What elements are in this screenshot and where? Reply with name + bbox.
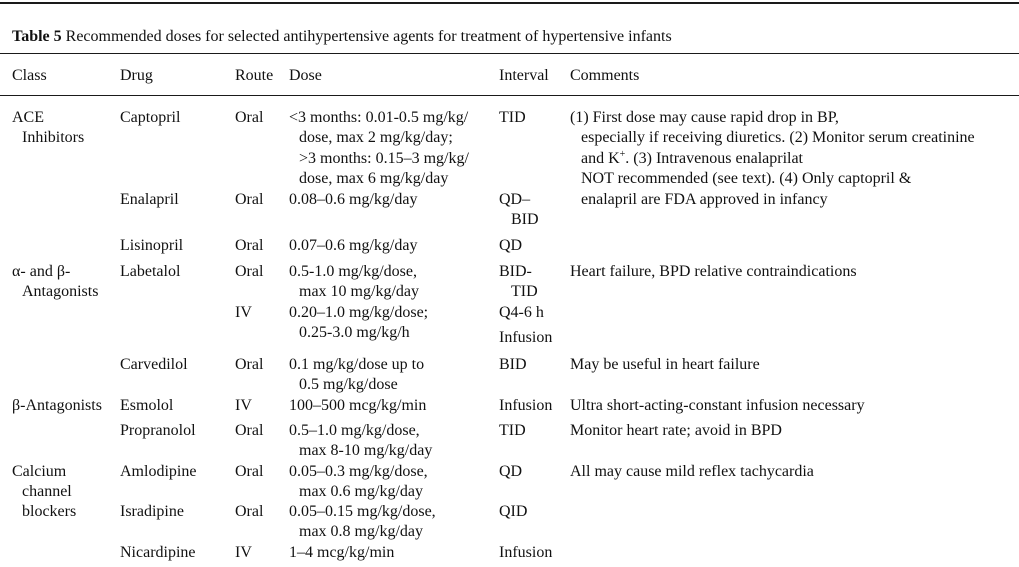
dose-cell: 0.5–1.0 mg/kg/dose, [289,422,420,439]
superscript-plus: + [619,149,626,160]
dose-cell: <3 months: 0.01-0.5 mg/kg/ [289,109,469,126]
comment-cell: May be useful in heart failure [570,356,760,373]
interval-cell: TID [499,109,526,126]
interval-cell: Infusion [499,544,553,561]
class-cell: Calcium [12,463,67,480]
dose-cell: 100–500 mcg/kg/min [289,397,427,414]
drug-cell: Amlodipine [120,463,197,480]
interval-cell: BID [511,211,539,228]
route-cell: IV [235,304,252,321]
table-caption-label: Table 5 [12,28,62,45]
interval-cell: QD [499,237,523,254]
dose-cell: max 0.6 mg/kg/day [299,483,423,500]
route-cell: Oral [235,356,264,373]
interval-cell: Infusion [499,397,553,414]
table-header-rule [0,95,1019,96]
header-dose: Dose [289,67,322,84]
comment-cell: NOT recommended (see text). (4) Only captopril & [581,170,912,187]
dose-cell: 1–4 mcg/kg/min [289,544,395,561]
header-comments: Comments [570,67,640,84]
dose-cell: 0.25-3.0 mg/kg/h [299,324,410,341]
route-cell: Oral [235,191,264,208]
comment-cell: Heart failure, BPD relative contraindications [570,263,857,280]
drug-cell: Enalapril [120,191,179,208]
route-cell: IV [235,544,252,561]
header-class: Class [12,67,47,84]
route-cell: Oral [235,463,264,480]
table-top-rule [0,2,1019,4]
interval-cell: Infusion [499,329,553,346]
table-caption [12,28,672,46]
interval-cell: BID [499,356,527,373]
comment-cell: Monitor heart rate; avoid in BPD [570,422,782,439]
header-drug: Drug [120,67,153,84]
drug-cell: Propranolol [120,422,196,439]
dose-cell: 0.5 mg/kg/dose [299,376,398,393]
interval-cell: BID- [499,263,532,280]
dose-cell: 0.07–0.6 mg/kg/day [289,237,418,254]
interval-cell: TID [499,422,526,439]
header-interval: Interval [499,67,549,84]
comment-cell: especially if receiving diuretics. (2) Monitor serum creatinine [581,129,975,146]
route-cell: Oral [235,237,264,254]
dose-cell: dose, max 6 mg/kg/day [299,170,449,187]
table-caption-rule [0,53,1019,54]
dose-cell: 0.1 mg/kg/dose up to [289,356,425,373]
comment-cell [581,149,803,169]
class-cell: Inhibitors [22,129,85,146]
class-cell: ACE [12,109,44,126]
drug-cell: Lisinopril [120,237,184,254]
class-cell: channel [22,483,72,500]
class-cell: Antagonists [22,283,99,300]
dose-cell: dose, max 2 mg/kg/day; [299,129,453,146]
interval-cell: QD [499,463,523,480]
dose-cell: max 8-10 mg/kg/day [299,442,433,459]
interval-cell: QD– [499,191,531,208]
route-cell: Oral [235,503,264,520]
comment-cell: All may cause mild reflex tachycardia [570,463,814,480]
class-cell: α- and β- [12,263,71,280]
drug-cell: Carvedilol [120,356,188,373]
comment-cell: enalapril are FDA approved in infancy [581,191,828,208]
comment-text: . (3) Intravenous enalaprilat [625,150,803,167]
dose-cell: 0.05–0.3 mg/kg/dose, [289,463,428,480]
class-cell: blockers [22,503,77,520]
comment-cell: (1) First dose may cause rapid drop in BP, [570,109,839,126]
drug-cell: Isradipine [120,503,184,520]
drug-cell: Labetalol [120,263,181,280]
interval-cell: QID [499,503,528,520]
dose-cell: >3 months: 0.15–3 mg/kg/ [299,150,469,167]
route-cell: Oral [235,263,264,280]
interval-cell: Q4-6 h [499,304,544,321]
route-cell: IV [235,397,252,414]
comment-text: and K [581,150,620,167]
dose-cell: max 10 mg/kg/day [299,283,419,300]
comment-cell: Ultra short-acting-constant infusion necessary [570,397,865,414]
interval-cell: TID [511,283,538,300]
route-cell: Oral [235,109,264,126]
dose-cell: 0.05–0.15 mg/kg/dose, [289,503,436,520]
dose-cell: 0.08–0.6 mg/kg/day [289,191,418,208]
class-cell: β-Antagonists [12,397,102,414]
drug-cell: Captopril [120,109,181,126]
dose-cell: 0.5-1.0 mg/kg/dose, [289,263,417,280]
drug-cell: Esmolol [120,397,174,414]
table-caption-text: Recommended doses for selected antihypertensive agents for treatment of hypertensive infants [65,28,672,45]
route-cell: Oral [235,422,264,439]
dose-cell: max 0.8 mg/kg/day [299,523,423,540]
drug-cell: Nicardipine [120,544,196,561]
header-route: Route [235,67,274,84]
dose-cell: 0.20–1.0 mg/kg/dose; [289,304,429,321]
